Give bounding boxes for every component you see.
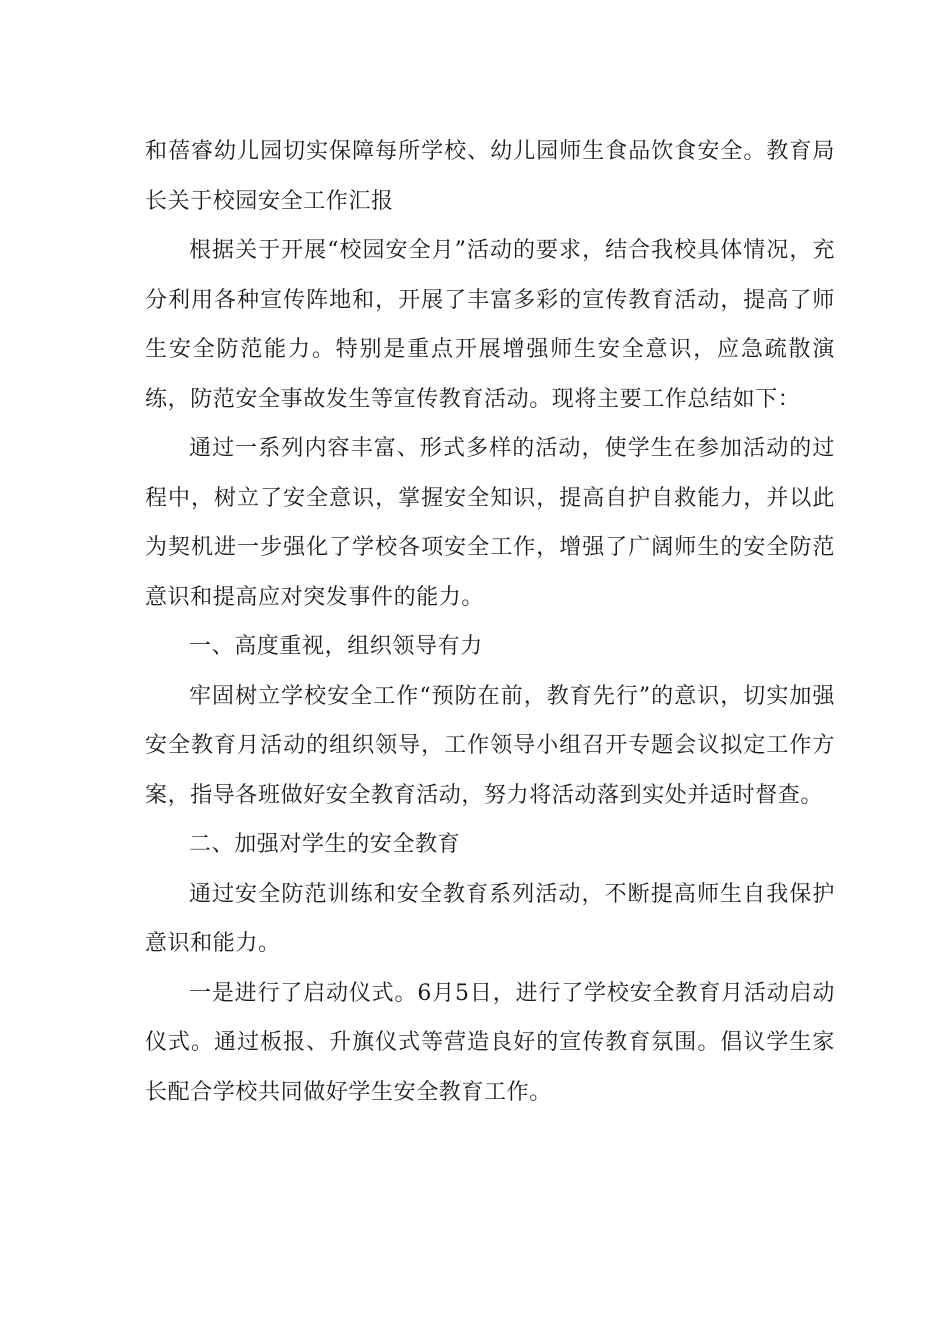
section-heading-1: 一、高度重视，组织领导有力 bbox=[189, 634, 483, 659]
paragraph-intro: 根据关于开展“校园安全月”活动的要求，结合我校具体情况，充分利用各种宣传阵地和，开展了丰富多彩的宣传教育活动，提高了师生安全防范能力。特别是重点开展增强师生安全意识，应急疏散演练，防范安全事故发生等宣传教育活动。现将主要工作总结如下： bbox=[145, 238, 835, 412]
section-heading-2: 二、加强对学生的安全教育 bbox=[189, 832, 461, 857]
paragraph-section-1: 牢固树立学校安全工作“预防在前，教育先行”的意识，切实加强安全教育月活动的组织领导，工作领导小组召开专题会议拟定工作方案，指导各班做好安全教育活动，努力将活动落到实处并适时督查。 bbox=[145, 683, 835, 808]
paragraph-summary: 通过一系列内容丰富、形式多样的活动，使学生在参加活动的过程中，树立了安全意识，掌握安全知识，提高自护自救能力，并以此为契机进一步强化了学校各项安全工作，增强了广阔师生的安全防范意识和提高应对突发事件的能力。 bbox=[145, 436, 835, 610]
document-body bbox=[145, 127, 835, 1117]
paragraph-section-2: 通过安全防范训练和安全教育系列活动，不断提高师生自我保护意识和能力。 bbox=[145, 881, 835, 956]
paragraph-launch-ceremony: 一是进行了启动仪式。6月5日，进行了学校安全教育月活动启动仪式。通过板报、升旗仪式等营造良好的宣传教育氛围。倡议学生家长配合学校共同做好学生安全教育工作。 bbox=[145, 980, 835, 1105]
paragraph-continuation: 和蓓睿幼儿园切实保障每所学校、幼儿园师生食品饮食安全。教育局长关于校园安全工作汇报 bbox=[145, 139, 835, 214]
